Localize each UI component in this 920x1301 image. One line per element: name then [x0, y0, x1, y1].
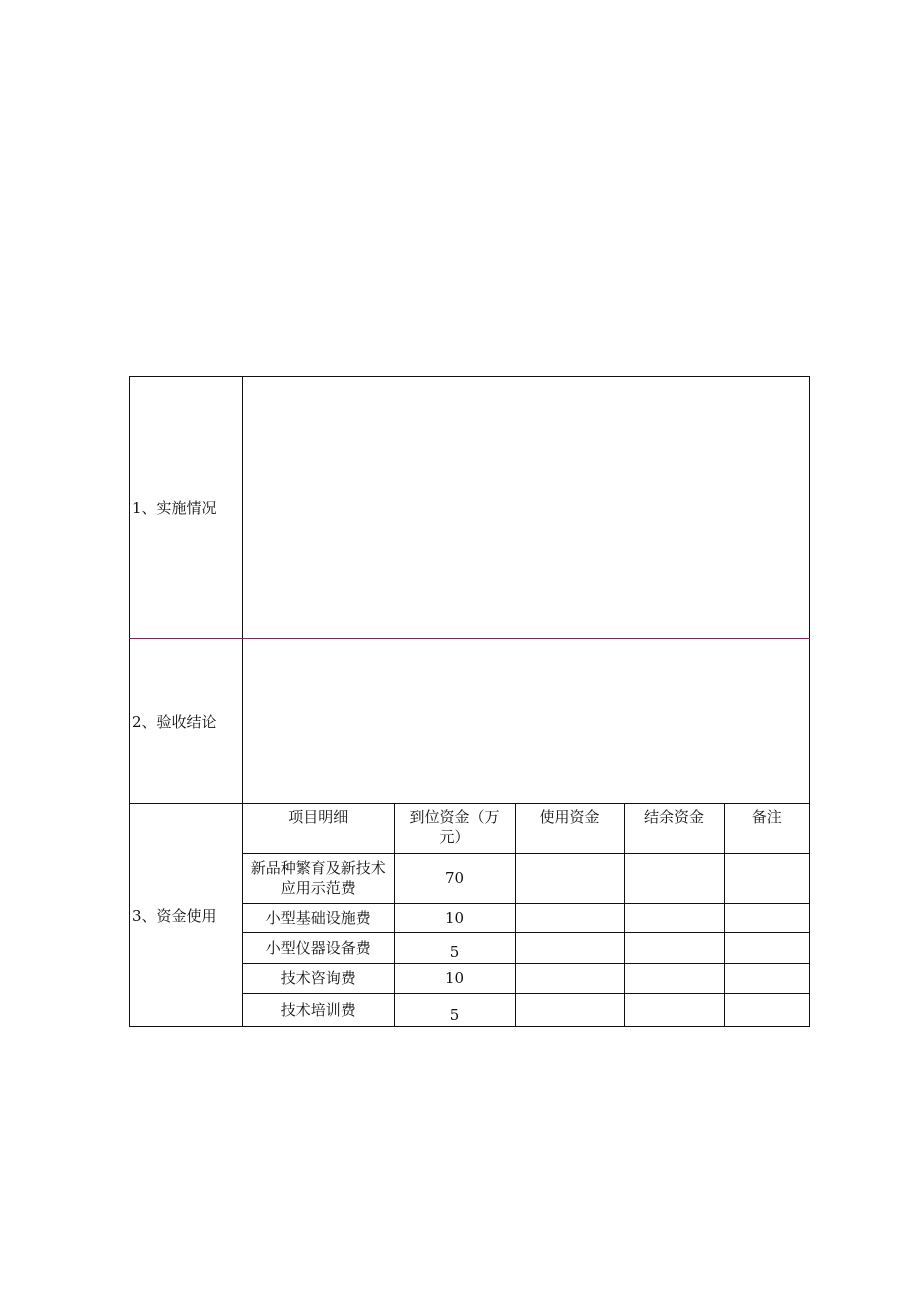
funding-usage-table — [243, 804, 809, 1026]
acceptance-form-table — [129, 376, 810, 1027]
header-used-funds: 使用资金 — [515, 804, 624, 853]
remarks-field[interactable] — [724, 853, 809, 903]
balance-funds-field[interactable] — [624, 963, 724, 993]
balance-funds-field[interactable] — [624, 903, 724, 932]
received-funds-value: 5 — [394, 932, 515, 963]
received-funds-value: 70 — [394, 853, 515, 903]
balance-funds-field[interactable] — [624, 932, 724, 963]
funding-item-name: 技术培训费 — [243, 993, 394, 1026]
header-balance-funds: 结余资金 — [624, 804, 724, 853]
remarks-field[interactable] — [724, 903, 809, 932]
received-funds-value: 10 — [394, 903, 515, 932]
implementation-row — [130, 377, 810, 639]
acceptance-conclusion-row — [130, 639, 810, 804]
received-funds-value: 10 — [394, 963, 515, 993]
table-row — [243, 853, 809, 903]
header-remarks: 备注 — [724, 804, 809, 853]
remarks-field[interactable] — [724, 932, 809, 963]
funding-item-name: 小型仪器设备费 — [243, 932, 394, 963]
acceptance-conclusion-field[interactable] — [243, 639, 810, 804]
funding-usage-row — [130, 804, 810, 1027]
remarks-field[interactable] — [724, 963, 809, 993]
implementation-label: 1、实施情况 — [130, 377, 243, 639]
funding-header-row — [243, 804, 809, 853]
header-received-funds: 到位资金（万元） — [394, 804, 515, 853]
balance-funds-field[interactable] — [624, 853, 724, 903]
remarks-field[interactable] — [724, 993, 809, 1026]
acceptance-conclusion-label: 2、验收结论 — [130, 639, 243, 804]
table-row — [243, 903, 809, 932]
funding-usage-content — [243, 804, 810, 1027]
table-row — [243, 963, 809, 993]
funding-item-name: 技术咨询费 — [243, 963, 394, 993]
received-funds-value: 5 — [394, 993, 515, 1026]
table-row — [243, 932, 809, 963]
implementation-content-field[interactable] — [243, 377, 810, 639]
used-funds-field[interactable] — [515, 963, 624, 993]
used-funds-field[interactable] — [515, 993, 624, 1026]
balance-funds-field[interactable] — [624, 993, 724, 1026]
used-funds-field[interactable] — [515, 853, 624, 903]
funding-item-name: 新品种繁育及新技术应用示范费 — [243, 853, 394, 903]
table-row — [243, 993, 809, 1026]
funding-item-name: 小型基础设施费 — [243, 903, 394, 932]
used-funds-field[interactable] — [515, 903, 624, 932]
funding-usage-label: 3、资金使用 — [130, 804, 243, 1027]
header-item-detail: 项目明细 — [243, 804, 394, 853]
used-funds-field[interactable] — [515, 932, 624, 963]
